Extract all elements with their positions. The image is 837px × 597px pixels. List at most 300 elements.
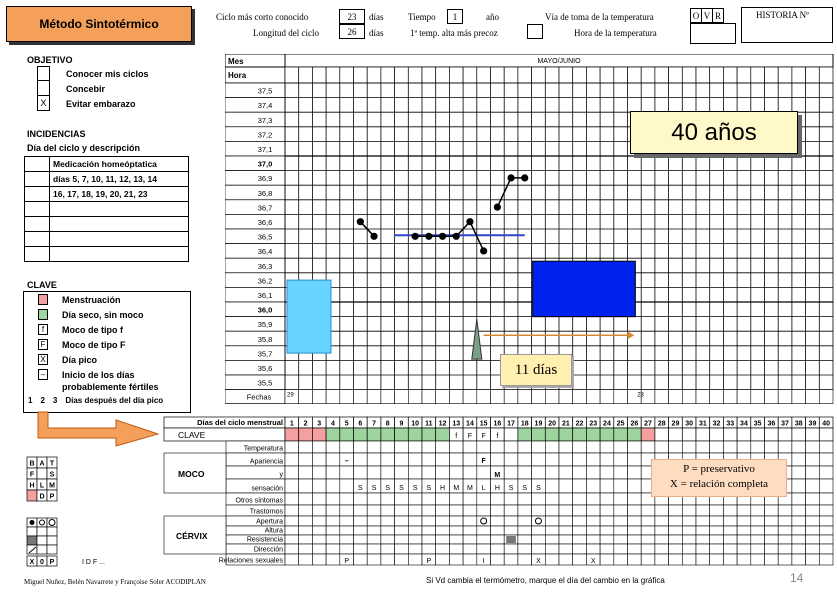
apertura-row-cell <box>682 516 696 526</box>
clave-cell <box>614 428 628 441</box>
cervix-key-cell <box>37 536 47 545</box>
otros-row-cell <box>819 493 833 505</box>
temperatura-row-cell <box>463 441 477 453</box>
incidencias-desc-cell[interactable]: Medicación homeóptatica <box>50 157 189 172</box>
relaciones-row-cell <box>682 554 696 565</box>
temp-label: 35,8 <box>257 334 273 344</box>
incidencias-desc-cell[interactable]: 16, 17, 18, 19, 20, 21, 23 <box>50 187 189 202</box>
objetivo-checkbox-evitar[interactable]: X <box>37 96 50 111</box>
fecha-cell <box>326 390 340 404</box>
temperatura-row-cell <box>367 441 381 453</box>
apertura-row-cell <box>518 516 532 526</box>
day-number: 37 <box>781 420 789 428</box>
incidencias-desc-cell[interactable]: días 5, 7, 10, 11, 12, 13, 14 <box>50 172 189 187</box>
temperatura-row-cell <box>641 441 655 453</box>
sensacion-row-cell <box>573 479 587 493</box>
trastornos-row-cell <box>614 505 628 516</box>
apariencia-row-cell <box>518 453 532 466</box>
sensacion-mark: S <box>536 485 541 492</box>
relaciones-legend <box>651 459 787 497</box>
apertura-row-cell <box>573 516 587 526</box>
fecha-cell <box>312 390 326 404</box>
day-number: 10 <box>411 420 420 428</box>
resistencia-row-cell <box>710 535 724 544</box>
clave-cell <box>682 428 696 441</box>
fecha-cell <box>614 390 628 404</box>
otros-row-cell <box>628 493 642 505</box>
temperatura-row-cell <box>340 441 354 453</box>
direccion-row-cell <box>395 544 409 554</box>
temp-point <box>412 233 419 240</box>
trastornos-row-cell <box>381 505 395 516</box>
apertura-row-cell <box>586 516 600 526</box>
otros-row-cell <box>312 493 326 505</box>
temp-label-cell <box>225 331 285 346</box>
trastornos-row-cell <box>477 505 491 516</box>
objetivo-checkbox-conocer[interactable] <box>37 66 50 81</box>
otros-row-cell <box>491 493 505 505</box>
apariencia-row-cell <box>532 453 546 466</box>
temperatura-row-cell <box>669 441 683 453</box>
resistencia-row-cell <box>381 535 395 544</box>
clave-cell <box>737 428 751 441</box>
longitud-field[interactable]: 26 <box>339 24 365 39</box>
temperatura-row-cell <box>723 441 737 453</box>
mes-label: Mes <box>228 57 244 66</box>
apertura-row-cell <box>765 516 779 526</box>
resistencia-row-cell <box>723 535 737 544</box>
temperatura-row-cell <box>819 441 833 453</box>
relaciones-row-cell <box>778 554 792 565</box>
clave-cell <box>710 428 724 441</box>
relaciones-row-cell <box>628 554 642 565</box>
direccion-row-cell <box>381 544 395 554</box>
hora-cell <box>682 67 696 83</box>
month-label: MAYO/JUNIO <box>537 58 581 65</box>
apariencia-mark: – <box>344 458 349 465</box>
y-row-cell <box>408 466 422 479</box>
temp-point <box>507 174 514 181</box>
clave-cell <box>285 428 299 441</box>
resistencia-row-cell <box>737 535 751 544</box>
altura-row-cell <box>586 526 600 535</box>
otros-row-cell <box>422 493 436 505</box>
clave-cell <box>778 428 792 441</box>
legend-line-2: X = relación completa <box>669 478 769 490</box>
relaciones-row-cell <box>737 554 751 565</box>
day-number: 8 <box>385 420 390 428</box>
apertura-row-cell <box>340 516 354 526</box>
hora-cell <box>463 67 477 83</box>
temp-label-cell <box>225 112 285 127</box>
bat-cell <box>37 468 47 479</box>
temp-label-cell <box>225 346 285 361</box>
apertura-row-cell <box>628 516 642 526</box>
temp-label-cell <box>225 156 285 171</box>
y-row-cell <box>326 466 340 479</box>
otros-row-cell <box>477 493 491 505</box>
apariencia-row-cell <box>491 453 505 466</box>
relaciones-mark: I <box>482 558 485 565</box>
relaciones-row-cell <box>312 554 326 565</box>
bat-letter: M <box>49 482 55 490</box>
day-number: 13 <box>452 420 461 428</box>
day-number: 38 <box>794 420 803 428</box>
otros-row-cell <box>504 493 518 505</box>
hora-cell <box>669 67 683 83</box>
clave-mark: F <box>467 433 473 440</box>
temp-label: 35,5 <box>257 378 273 388</box>
relaciones-row-cell <box>792 554 806 565</box>
apariencia-row-cell <box>463 453 477 466</box>
hora-cell <box>354 67 368 83</box>
resistencia-row-cell <box>422 535 436 544</box>
bat-letter: F <box>29 471 35 479</box>
day-number: 35 <box>753 420 762 428</box>
bat-cell <box>27 490 37 501</box>
altura-row-cell <box>655 526 669 535</box>
apertura-row-cell <box>408 516 422 526</box>
cone-marker-icon <box>472 319 482 359</box>
relaciones-row-cell <box>669 554 683 565</box>
menstruacion-swatch <box>38 294 48 305</box>
fecha-cell <box>696 390 710 404</box>
relaciones-row-cell <box>381 554 395 565</box>
fecha-cell <box>586 390 600 404</box>
sensacion-row-cell <box>559 479 573 493</box>
primera-temp-field[interactable] <box>527 24 543 39</box>
incidencias-desc-cell[interactable] <box>50 202 189 217</box>
sensacion-mark: M <box>467 485 473 492</box>
clave-label: Inicio de los días <box>62 369 135 380</box>
y-row-cell <box>436 466 450 479</box>
trastornos-row-cell <box>395 505 409 516</box>
temp-label: 35,9 <box>257 320 273 330</box>
title-text: Método Sintotérmico <box>39 17 159 31</box>
incidencias-day-cell[interactable] <box>25 202 50 217</box>
sensacion-row-cell <box>545 479 559 493</box>
apertura-row-cell <box>504 516 518 526</box>
trastornos-row-cell <box>326 505 340 516</box>
apertura-row-cell <box>449 516 463 526</box>
incidencias-desc-cell[interactable] <box>50 247 189 262</box>
trastornos-row-cell <box>504 505 518 516</box>
relaciones-mark: X <box>590 558 596 565</box>
apertura-row-cell <box>696 516 710 526</box>
apariencia-row-cell <box>614 453 628 466</box>
temperatura-row-cell <box>477 441 491 453</box>
relaciones-row-cell <box>751 554 765 565</box>
y-row-cell <box>806 466 820 479</box>
idf-label: I D F ... <box>82 559 105 566</box>
altura-row-cell <box>723 526 737 535</box>
fecha-cell <box>600 390 614 404</box>
temperatura-row-cell <box>422 441 436 453</box>
hora-cell <box>532 67 546 83</box>
altura-row-cell <box>422 526 436 535</box>
ciclo-corto-unit: días <box>369 12 384 22</box>
cervix-closed-icon <box>30 520 35 525</box>
incidencias-subtitle: Día del ciclo y descripción <box>27 143 141 153</box>
sensacion-mark: S <box>358 485 363 492</box>
day-number: 12 <box>438 420 447 428</box>
fecha-cell <box>518 390 532 404</box>
otros-row-cell <box>559 493 573 505</box>
incidencias-day-cell[interactable] <box>25 247 50 262</box>
apertura-row-cell <box>614 516 628 526</box>
direccion-row-cell <box>367 544 381 554</box>
day-number: 27 <box>644 420 652 428</box>
y-row-cell <box>395 466 409 479</box>
page-number: 14 <box>790 571 804 585</box>
objetivo-checkbox-concebir[interactable] <box>37 81 50 96</box>
clave-cell <box>655 428 669 441</box>
clave-item-seco <box>24 307 190 322</box>
hora-cell <box>367 67 381 83</box>
tiempo-field[interactable]: 1 <box>447 9 463 24</box>
temp-label-cell <box>225 98 285 113</box>
trastornos-row-cell <box>819 505 833 516</box>
apertura-row-label: Apertura <box>256 518 283 526</box>
trastornos-row-cell <box>586 505 600 516</box>
hora-cell <box>819 67 833 83</box>
relaciones-row-cell <box>614 554 628 565</box>
direccion-row-cell <box>559 544 573 554</box>
hora-cell <box>436 67 450 83</box>
hora-cell <box>312 67 326 83</box>
hora-cell <box>408 67 422 83</box>
apariencia-row-cell <box>573 453 587 466</box>
resistencia-row-cell <box>491 535 505 544</box>
direccion-row-cell <box>655 544 669 554</box>
incidencias-row <box>25 187 189 202</box>
trastornos-row-cell <box>669 505 683 516</box>
clave-cell <box>573 428 587 441</box>
temp-label: 35,6 <box>257 364 273 373</box>
relaciones-row-cell <box>354 554 368 565</box>
objetivo-label-evitar: Evitar embarazo <box>66 98 136 109</box>
incidencias-day-cell[interactable] <box>25 232 50 247</box>
apariencia-row-cell <box>600 453 614 466</box>
day-number: 5 <box>344 420 349 428</box>
incidencias-day-cell[interactable] <box>25 187 50 202</box>
day-number: 21 <box>561 420 570 428</box>
apertura-row-cell <box>326 516 340 526</box>
y-row-cell <box>477 466 491 479</box>
resistencia-row-cell <box>532 535 546 544</box>
altura-row-cell <box>710 526 724 535</box>
temp-label: 37,5 <box>257 86 273 96</box>
temp-label: 37,2 <box>257 130 273 140</box>
y-row-cell <box>449 466 463 479</box>
trastornos-row-cell <box>710 505 724 516</box>
apariencia-row-cell <box>586 453 600 466</box>
trastornos-row-cell <box>518 505 532 516</box>
otros-row-cell <box>436 493 450 505</box>
relaciones-row-cell <box>545 554 559 565</box>
ciclo-corto-label: Ciclo más corto conocido <box>216 12 309 22</box>
resistencia-row-cell <box>573 535 587 544</box>
clave-mark: F <box>481 433 486 440</box>
resistencia-row-cell <box>477 535 491 544</box>
sensacion-mark: S <box>426 485 432 492</box>
y-row-label: y <box>279 471 283 479</box>
clave-cell <box>381 428 395 441</box>
relaciones-row-cell <box>559 554 573 565</box>
temperatura-row-cell <box>285 441 299 453</box>
fecha-mid: 23 <box>637 392 644 399</box>
day-number: 7 <box>372 420 377 428</box>
days-callout-text: 11 días <box>514 361 558 378</box>
temperatura-row-cell <box>504 441 518 453</box>
altura-row-cell <box>765 526 779 535</box>
clave-cell <box>299 428 313 441</box>
clave-cell <box>532 428 546 441</box>
bat-letter: A <box>39 460 45 468</box>
trastornos-row-cell <box>449 505 463 516</box>
relaciones-row-cell <box>326 554 340 565</box>
resistencia-row-cell <box>285 535 299 544</box>
temperatura-row-cell <box>586 441 600 453</box>
hora-cell <box>614 67 628 83</box>
day-number: 32 <box>712 420 721 428</box>
dias-despues-3: 3 <box>52 396 58 405</box>
otros-row-cell <box>545 493 559 505</box>
fecha-cell <box>408 390 422 404</box>
temperatura-row-cell <box>449 441 463 453</box>
hora-cell <box>737 67 751 83</box>
y-row-cell <box>381 466 395 479</box>
blue-block <box>533 261 636 316</box>
trastornos-row-cell <box>491 505 505 516</box>
age-callout-text: 40 años <box>671 118 757 146</box>
day-number: 34 <box>740 420 748 428</box>
via-option-r[interactable]: R <box>713 8 724 23</box>
via-option-o[interactable]: O <box>690 8 702 23</box>
hora-cell <box>340 67 354 83</box>
altura-row-cell <box>737 526 751 535</box>
clave-cell <box>669 428 683 441</box>
relaciones-row-cell <box>436 554 450 565</box>
hora-cell <box>285 67 299 83</box>
clave-extra-line: probablemente fértiles <box>62 382 159 392</box>
direccion-row-cell <box>778 544 792 554</box>
temp-point <box>357 218 364 225</box>
clave-cell <box>367 428 381 441</box>
clave-cell <box>792 428 806 441</box>
incidencias-desc-cell[interactable] <box>50 217 189 232</box>
temp-point <box>370 233 377 240</box>
clave-mark: f <box>455 433 458 440</box>
trastornos-row-cell <box>312 505 326 516</box>
sensacion-row-cell <box>600 479 614 493</box>
hora-cell <box>628 67 642 83</box>
direccion-row-cell <box>491 544 505 554</box>
via-label: Vía de toma de la temperatura <box>545 12 654 22</box>
temp-label-cell <box>225 302 285 317</box>
y-row-label-cell <box>226 466 285 479</box>
temp-point <box>439 233 446 240</box>
temperatura-row-label: Temperatura <box>243 445 283 453</box>
cervix-key-cell <box>37 527 47 536</box>
apariencia-row-cell <box>819 453 833 466</box>
direccion-row-cell <box>436 544 450 554</box>
altura-row-cell <box>778 526 792 535</box>
day-number: 25 <box>616 420 625 428</box>
temp-label-cell <box>225 375 285 390</box>
via-option-v[interactable]: V <box>702 8 713 23</box>
sensacion-row-cell <box>628 479 642 493</box>
trastornos-row-cell <box>559 505 573 516</box>
tiempo-label: Tiempo <box>408 12 436 22</box>
relaciones-row-cell <box>285 554 299 565</box>
otros-row-cell <box>299 493 313 505</box>
relaciones-row-cell <box>710 554 724 565</box>
apariencia-row-cell <box>285 453 299 466</box>
fecha-cell <box>532 390 546 404</box>
apariencia-row-cell <box>504 453 518 466</box>
footer-authors: Miguel Nuñez, Belén Navarrete y Françoise Soler ACODIPLAN <box>24 578 206 586</box>
apariencia-row-cell <box>449 453 463 466</box>
day-number: 23 <box>589 420 598 428</box>
fecha-cell <box>669 390 683 404</box>
incidencias-day-cell[interactable] <box>25 172 50 187</box>
incidencias-desc-cell[interactable] <box>50 232 189 247</box>
direccion-row-cell <box>285 544 299 554</box>
objetivo-label-concebir: Concebir <box>66 83 106 94</box>
relaciones-mark: X <box>536 558 541 565</box>
day-number: 31 <box>698 420 707 428</box>
y-row-cell <box>422 466 436 479</box>
clave-cell <box>696 428 710 441</box>
day-number: 16 <box>493 420 502 428</box>
sensacion-mark: L <box>481 485 486 492</box>
relaciones-row-label: Relaciones sexuales <box>218 557 283 565</box>
fecha-cell <box>340 390 354 404</box>
fecha-cell <box>395 390 409 404</box>
via-box <box>690 23 736 44</box>
resistencia-row-cell <box>299 535 313 544</box>
hora-cell <box>696 67 710 83</box>
temperatura-row-cell <box>354 441 368 453</box>
incidencias-day-cell[interactable] <box>25 217 50 232</box>
trastornos-row-cell <box>792 505 806 516</box>
temp-label: 36,0 <box>257 305 273 315</box>
ciclo-corto-field[interactable]: 23 <box>339 9 365 24</box>
fecha-cell <box>573 390 587 404</box>
direccion-row-cell <box>573 544 587 554</box>
relaciones-row-cell <box>491 554 505 565</box>
resistencia-row-cell <box>641 535 655 544</box>
fecha-cell <box>449 390 463 404</box>
temperatura-row-cell <box>381 441 395 453</box>
temp-label: 37,0 <box>257 159 273 169</box>
fecha-cell <box>723 390 737 404</box>
bat-letter: H <box>29 482 35 490</box>
relaciones-mark: P <box>344 558 349 565</box>
resistencia-row-cell <box>408 535 422 544</box>
trastornos-row-cell <box>682 505 696 516</box>
historia-box[interactable] <box>741 7 833 43</box>
clave-cell <box>641 428 655 441</box>
altura-row-label: Altura <box>264 527 283 535</box>
apariencia-row-cell <box>395 453 409 466</box>
apertura-row-cell <box>669 516 683 526</box>
direccion-row-cell <box>641 544 655 554</box>
incidencias-day-cell[interactable] <box>25 157 50 172</box>
otros-row-cell <box>408 493 422 505</box>
day-number: 22 <box>575 420 584 428</box>
